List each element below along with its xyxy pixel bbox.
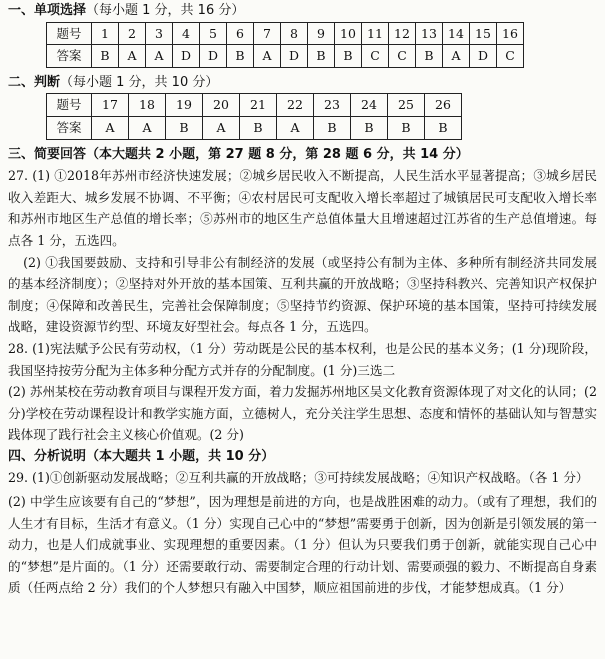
question-number: 5 [200,22,227,45]
section2-heading [8,72,597,94]
answer-cell: A [277,116,314,139]
section2-table [46,93,462,139]
answer-cell: B [416,45,443,68]
question-number: 16 [497,22,524,45]
question-number: 1 [92,22,119,45]
answer-cell: A [203,116,240,139]
q27-part1: 27. (1) ①2018年苏州市经济快速发展；②城乡居民收入不断提高，人民生活水平显著提高；③城乡居民收入差距大、城乡发展不协调、不平衡；④农村居民可支配收入增长率超过了城镇居民可支配收入增长率和苏州市地区生产总值的增长率；⑤苏州市的地区生产总值体量大且增速超过江苏省的生产总值增速。每点各 1 分，五选四。 [8,168,597,248]
answer-cell: B [425,116,462,139]
question-number: 26 [425,94,462,117]
question-number: 12 [389,22,416,45]
section1-note: （每小题 1 分，共 16 分） [86,3,245,18]
q29-part1: 29. (1)①创新驱动发展战略；②互利共赢的开放战略；③可持续发展战略；④知识产权战略。（各 1 分） [8,470,589,486]
answer-cell: A [92,116,129,139]
answer-cell: B [92,45,119,68]
question-number: 8 [281,22,308,45]
section3-heading: 三、简要回答（本大题共 2 小题，第 27 题 8 分，第 28 题 6 分，共 14 分） [8,146,469,162]
answer-cell: D [470,45,497,68]
question-number: 15 [470,22,497,45]
answer-cell: C [497,45,524,68]
answer-cell: B [388,116,425,139]
answer-row [47,45,524,68]
question-number: 22 [277,94,314,117]
answer-cell: A [254,45,281,68]
answer-cell: D [281,45,308,68]
row-label-answer: 答案 [47,45,92,68]
question-number: 3 [146,22,173,45]
row-label-number: 题号 [47,22,92,45]
q28-part1: 28. (1)宪法赋予公民有劳动权，（1 分）劳动既是公民的基本权利，也是公民的基本义务；(1 分)现阶段，我国坚持按劳分配为主体多种分配方式并存的分配制度。(1 分)三选二 [8,340,597,378]
answer-cell: C [362,45,389,68]
answer-cell: B [351,116,388,139]
section2-note: （每小题 1 分，共 10 分） [60,74,219,90]
question-number: 14 [443,22,470,45]
number-row [47,22,524,45]
question-number: 21 [240,94,277,117]
question-number: 25 [388,94,425,117]
answer-cell: C [389,45,416,68]
question-number: 11 [362,22,389,45]
section1-table [46,22,524,68]
question-number: 2 [119,22,146,45]
answer-cell: B [314,116,351,139]
answer-cell: D [200,45,227,68]
q29-part2: (2) 中学生应该要有自己的“梦想”，因为理想是前进的方向，也是战胜困难的动力。（或有了理想，我们的人生才有目标，生活才有意义。（1 分）实现自己心中的“梦想”需要勇于创新，因为创新是引领发展的第一动力，也是人们成就事业、实现理想的重要因素。（1 分）但认为只要我们勇于创新，就能实现自己心中的“梦想”是片面的。（1 分）还需要敢行动、需要制定合理的行动计划、需要顽强的毅力、不断提高自身素质（任两点给 2 分）我们的个人梦想只有融入中国梦，顺应祖国前进的步伐，才能梦想成真。（1 分） [8,494,597,596]
section1-title: 一、单项选择 [8,3,87,18]
answer-cell: B [308,45,335,68]
answer-cell: D [173,45,200,68]
question-number: 17 [92,94,129,117]
row-label-number: 题号 [47,94,92,117]
answer-cell: B [227,45,254,68]
section2-title: 二、判断 [8,74,61,90]
answer-cell: B [335,45,362,68]
answer-cell: A [146,45,173,68]
answer-row [47,116,462,139]
answer-cell: A [119,45,146,68]
answer-cell: A [443,45,470,68]
question-number: 7 [254,22,281,45]
question-number: 20 [203,94,240,117]
question-number: 13 [416,22,443,45]
answer-cell: A [129,116,166,139]
question-number: 10 [335,22,362,45]
question-number: 6 [227,22,254,45]
question-number: 9 [308,22,335,45]
q27-part2: (2) ①我国要鼓励、支持和引导非公有制经济的发展（或坚持公有制为主体、多种所有制经济共同发展的基本经济制度）；②坚持对外开放的基本国策、互利共赢的开放战略；③坚持科教兴、完善知识产权保护制度；④保障和改善民生，完善社会保障制度；⑤坚持节约资源、保护环境的基本国策，坚持可持续发展战略，建设资源节约型、环境友好型社会。每点各 1 分，五选四。 [8,254,597,335]
number-row [47,94,462,117]
question-number: 24 [351,94,388,117]
question-number: 18 [129,94,166,117]
answer-cell: B [240,116,277,139]
question-number: 23 [314,94,351,117]
row-label-answer: 答案 [47,116,92,139]
section4-heading: 四、分析说明（本大题共 1 小题，共 10 分） [8,448,275,464]
question-number: 19 [166,94,203,117]
q28-part2: (2) 苏州某校在劳动教育项目与课程开发方面，着力发掘苏州地区吴文化教育资源体现了对文化的认同；(2 分)学校在劳动课程设计和教学实施方面，立德树人，充分关注学生思想、态度和情怀的基础认知与智慧实践体现了践行社会主义核心价值观。(2 分) [8,384,597,443]
section1-heading [8,0,597,22]
answer-cell: B [166,116,203,139]
question-number: 4 [173,22,200,45]
